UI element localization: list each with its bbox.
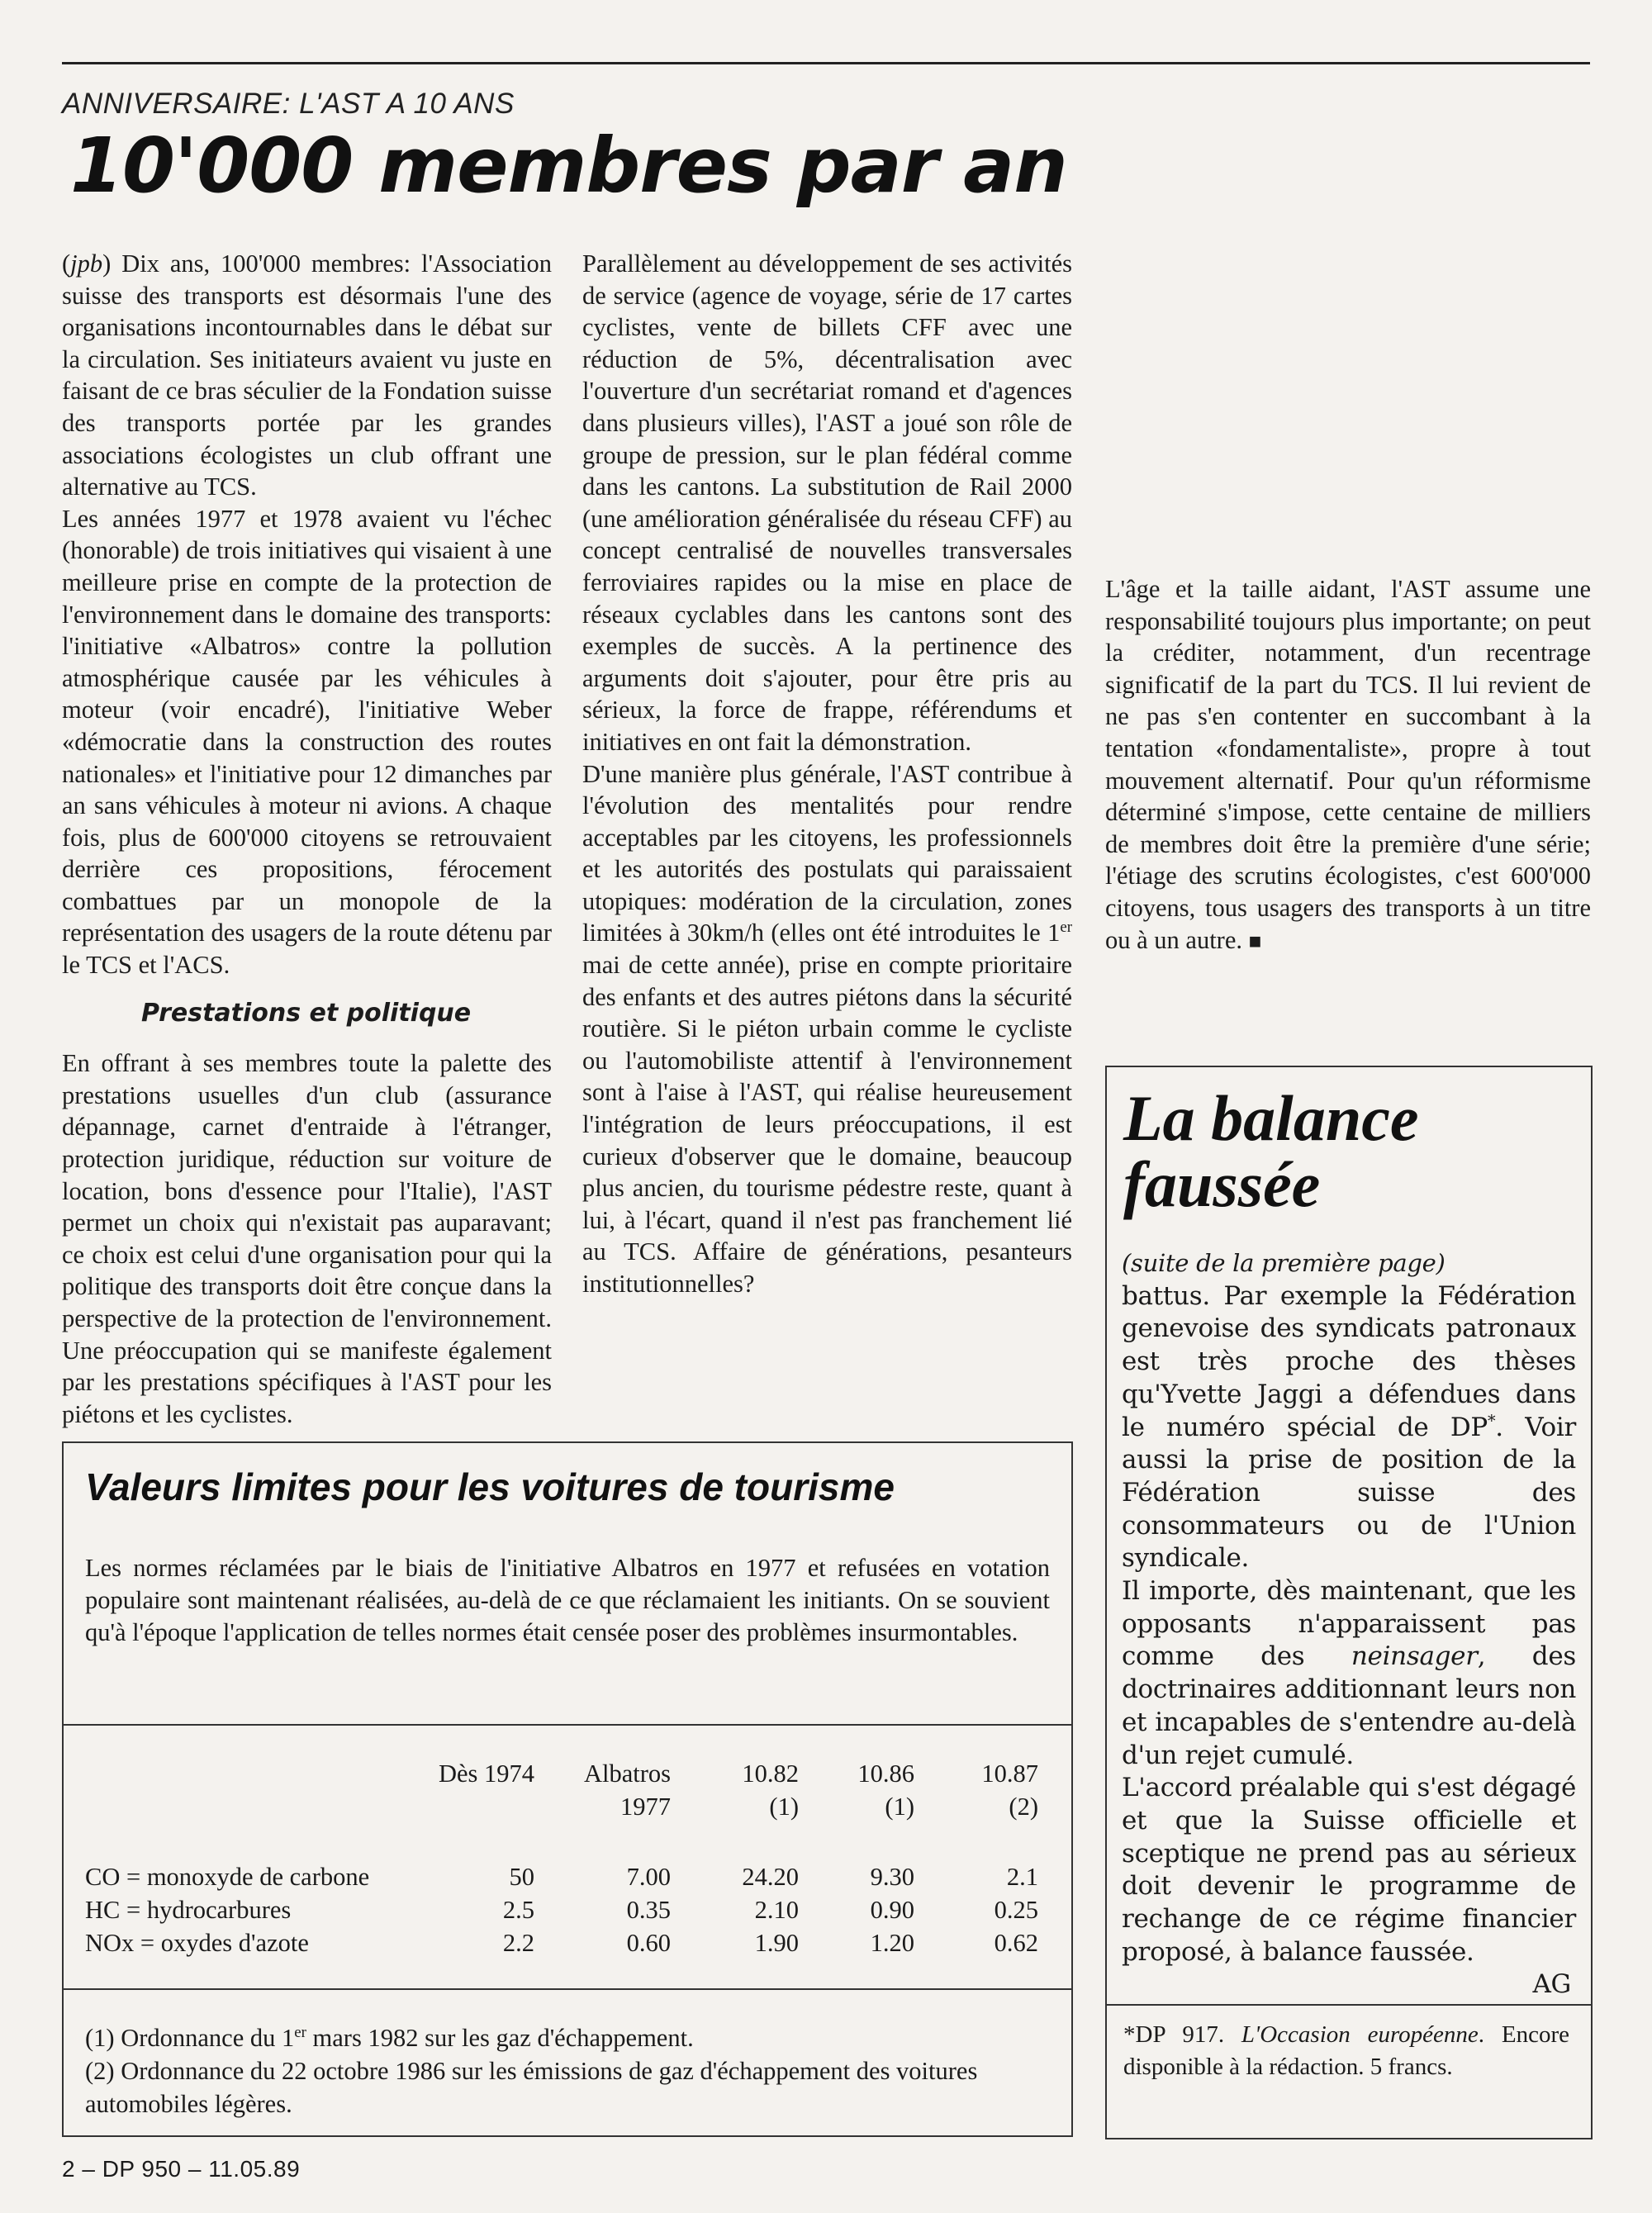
table-header-col: 10.82 (1) bbox=[742, 1759, 799, 1821]
table-cell: 0.60 bbox=[626, 1929, 671, 1957]
sidebar-continued-note: (suite de la première page) bbox=[1122, 1249, 1446, 1277]
table-divider-bottom bbox=[64, 1988, 1071, 1990]
sidebar-divider bbox=[1107, 2004, 1591, 2006]
table-cell: 0.90 bbox=[870, 1896, 914, 1924]
article-paragraph-4: Parallèlement au développement de ses activités de service (agence de voyage, série de 17 cartes cyclistes, vente de billets CFF avec une réduction de 5%, décentralisation avec l'ouverture d'un secrétariat romand et d'agences dans plusieurs villes), l'AST a joué son rôle de groupe de pression, sur le plan fédéral comme dans les cantons. La substitution de Rail 2000 (une amélioration généralisée du réseau CFF) au concept centralisé de nouvelles transversales ferroviaires rapides ou la mise en place de réseaux cyclables dans les cantons sont des exemples de succès. A la pertinence des arguments doit s'ajouter, pour être pris au sérieux, la force de frappe, référendums et initiatives en ont fait la démonstration. bbox=[582, 249, 1072, 756]
article-kicker: ANNIVERSAIRE: L'AST A 10 ANS bbox=[62, 88, 515, 120]
table-divider-top bbox=[64, 1724, 1071, 1726]
table-header-col: 10.86 (1) bbox=[857, 1759, 914, 1821]
table-row-label: NOx = oxydes d'azote bbox=[85, 1929, 309, 1957]
table-cell: 0.25 bbox=[994, 1896, 1038, 1924]
page-folio: 2 – DP 950 – 11.05.89 bbox=[62, 2156, 301, 2182]
sidebar-paragraph-2: Il importe, dès maintenant, que les opposants n'apparaissent pas comme des neinsager, des doctrinaires additionnant leurs non et incapables de s'entendre au-delà d'un rejet cumulé. bbox=[1122, 1576, 1576, 1770]
article-column-1 bbox=[62, 248, 552, 1430]
article-headline: 10'000 membres par an bbox=[70, 121, 1067, 210]
article-column-2 bbox=[582, 248, 1072, 1300]
table-cell: 2.2 bbox=[502, 1929, 534, 1957]
table-header-col: Dès 1974 bbox=[438, 1759, 534, 1788]
top-rule bbox=[62, 62, 1590, 64]
author-initials: jpb bbox=[70, 249, 103, 278]
article-paragraph-6: L'âge et la taille aidant, l'AST assume une responsabilité toujours plus importante; on peut la créditer, notamment, d'un recentrage significatif de la part du TCS. Il lui revient de ne pas s'en contenter en succombant à la tentation «fondamentaliste», propre à tout mouvement alternatif. Pour qu'un réformisme déterminé s'impose, cette centaine de milliers de membres doit être la première d'une série; l'étiage des scrutins écologistes, c'est 600'000 citoyens, tous usagers des transports à un titre ou à un autre. ■ bbox=[1105, 575, 1591, 954]
table-cell: 1.20 bbox=[870, 1929, 914, 1957]
table-cell: 0.35 bbox=[626, 1896, 671, 1924]
article-paragraph-2: Les années 1977 et 1978 avaient vu l'échec (honorable) de trois initiatives qui visaient à une meilleure prise en compte de la protection de l'environnement dans le domaine des transports: l'initiative «Albatros» contre la pollution atmosphérique causée par les véhicules à moteur (voir encadré), l'initiative Weber «démocratie dans la construction des routes nationales» et l'initiative pour 12 dimanches par an sans véhicules à moteur ni avions. A chaque fois, plus de 600'000 citoyens se retrouvaient derrière ces propositions, férocement combattues par un monopole de la représentation des usagers de la route détenu par le TCS et l'ACS. bbox=[62, 504, 552, 980]
end-mark: ■ bbox=[1248, 928, 1262, 953]
article-column-3 bbox=[1105, 88, 1591, 957]
table-row-label: CO = monoxyde de carbone bbox=[85, 1863, 370, 1891]
table-cell: 1.90 bbox=[754, 1929, 799, 1957]
table-row-label: HC = hydrocarbures bbox=[85, 1896, 292, 1924]
table-cell: 0.62 bbox=[994, 1929, 1038, 1957]
table-header-col: 10.87 (2) bbox=[981, 1759, 1038, 1821]
sidebar-box bbox=[1105, 1066, 1593, 2139]
article-paragraph-5: D'une manière plus générale, l'AST contribue à l'évolution des mentalités pour rendre acceptables par les citoyens, les professionnels et les autorités des postulats qui paraissaient utopiques: modération de la circulation, zones limitées à 30km/h (elles ont été introduites le 1er mai de cette année), prise en compte prioritaire des enfants et des autres piétons dans la sécurité routière. Si le piéton urbain comme le cycliste ou l'automobiliste attentif à l'environnement sont à l'aise à l'AST, qui réalise heureusement l'intégration de leurs préoccupations, il est curieux d'observer que le domaine, beaucoup plus ancien, du tourisme pédestre reste, quant à lui, à l'écart, quand il n'est pas franchement lié au TCS. Affaire de générations, pesanteurs institutionnelles? bbox=[582, 759, 1072, 1298]
table-cell: 2.1 bbox=[1006, 1863, 1038, 1891]
table-header-col: Albatros 1977 bbox=[583, 1759, 671, 1821]
table-cell: 2.10 bbox=[754, 1896, 799, 1924]
table-box-title: Valeurs limites pour les voitures de tourisme bbox=[85, 1465, 895, 1508]
sidebar-paragraph-3: L'accord préalable qui s'est dégagé et que la Suisse officielle et sceptique ne prend pas au sérieux doit devenir le programme de rechange de ce régime financier proposé, à balance faussée. bbox=[1122, 1773, 1576, 1967]
table-cell: 50 bbox=[509, 1863, 534, 1891]
sidebar-body bbox=[1122, 1247, 1576, 2002]
sidebar-title: La balance faussée bbox=[1123, 1082, 1419, 1220]
table-note-2: (2) Ordonnance du 22 octobre 1986 sur les émissions de gaz d'échappement des voitures automobiles légères. bbox=[85, 2057, 978, 2118]
table-note-1: (1) Ordonnance du 1er mars 1982 sur les gaz d'échappement. bbox=[85, 2023, 694, 2052]
sidebar-signature: AG bbox=[1532, 1969, 1571, 2000]
emission-limits-box bbox=[62, 1441, 1073, 2137]
sidebar-footnote: *DP 917. L'Occasion européenne. Encore disponible à la rédaction. 5 francs. bbox=[1123, 2021, 1569, 2080]
table-cell: 7.00 bbox=[626, 1863, 671, 1891]
table-cell: 2.5 bbox=[502, 1896, 534, 1924]
article-paragraph-1: (jpb) Dix ans, 100'000 membres: l'Association suisse des transports est désormais l'une des organisations incontournables dans le débat sur la circulation. Ses initiateurs avaient vu juste en faisant de ce bras séculier de la Fondation suisse des transports portée par les grandes associations écologistes un club offrant une alternative au TCS. bbox=[62, 249, 552, 501]
sidebar-paragraph-1: battus. Par exemple la Fédération genevoise des syndicats patronaux est très proche des thèses qu'Yvette Jaggi a défendues dans le numéro spécial de DP*. Voir aussi la prise de position de la Fédération suisse des consommateurs ou de l'Union syndicale. bbox=[1122, 1280, 1576, 1574]
table-cell: 9.30 bbox=[870, 1863, 914, 1891]
article-paragraph-3: En offrant à ses membres toute la palette des prestations usuelles d'un club (assurance dépannage, carnet d'entraide à l'étranger, protection juridique, réduction sur voiture de location, bons d'essence pour l'Italie), l'AST permet un choix qui n'existait pas auparavant; ce choix est celui d'une organisation pour qui la politique des transports doit être conçue dans la perspective de la protection de l'environnement. Une préoccupation qui se manifeste également par les prestations spécifiques à l'AST pour les piétons et les cyclistes. bbox=[62, 1049, 552, 1428]
table-box-intro: Les normes réclamées par le biais de l'initiative Albatros en 1977 et refusées en votation populaire sont maintenant réalisées, au-delà de ce que réclamaient les initiants. On se souvient qu'à l'époque l'application de telles normes était censée poser des problèmes insurmontables. bbox=[85, 1554, 1050, 1646]
table-notes bbox=[85, 2021, 1050, 2120]
section-subhead: Prestations et politique bbox=[141, 998, 472, 1028]
table-cell: 24.20 bbox=[742, 1863, 799, 1891]
